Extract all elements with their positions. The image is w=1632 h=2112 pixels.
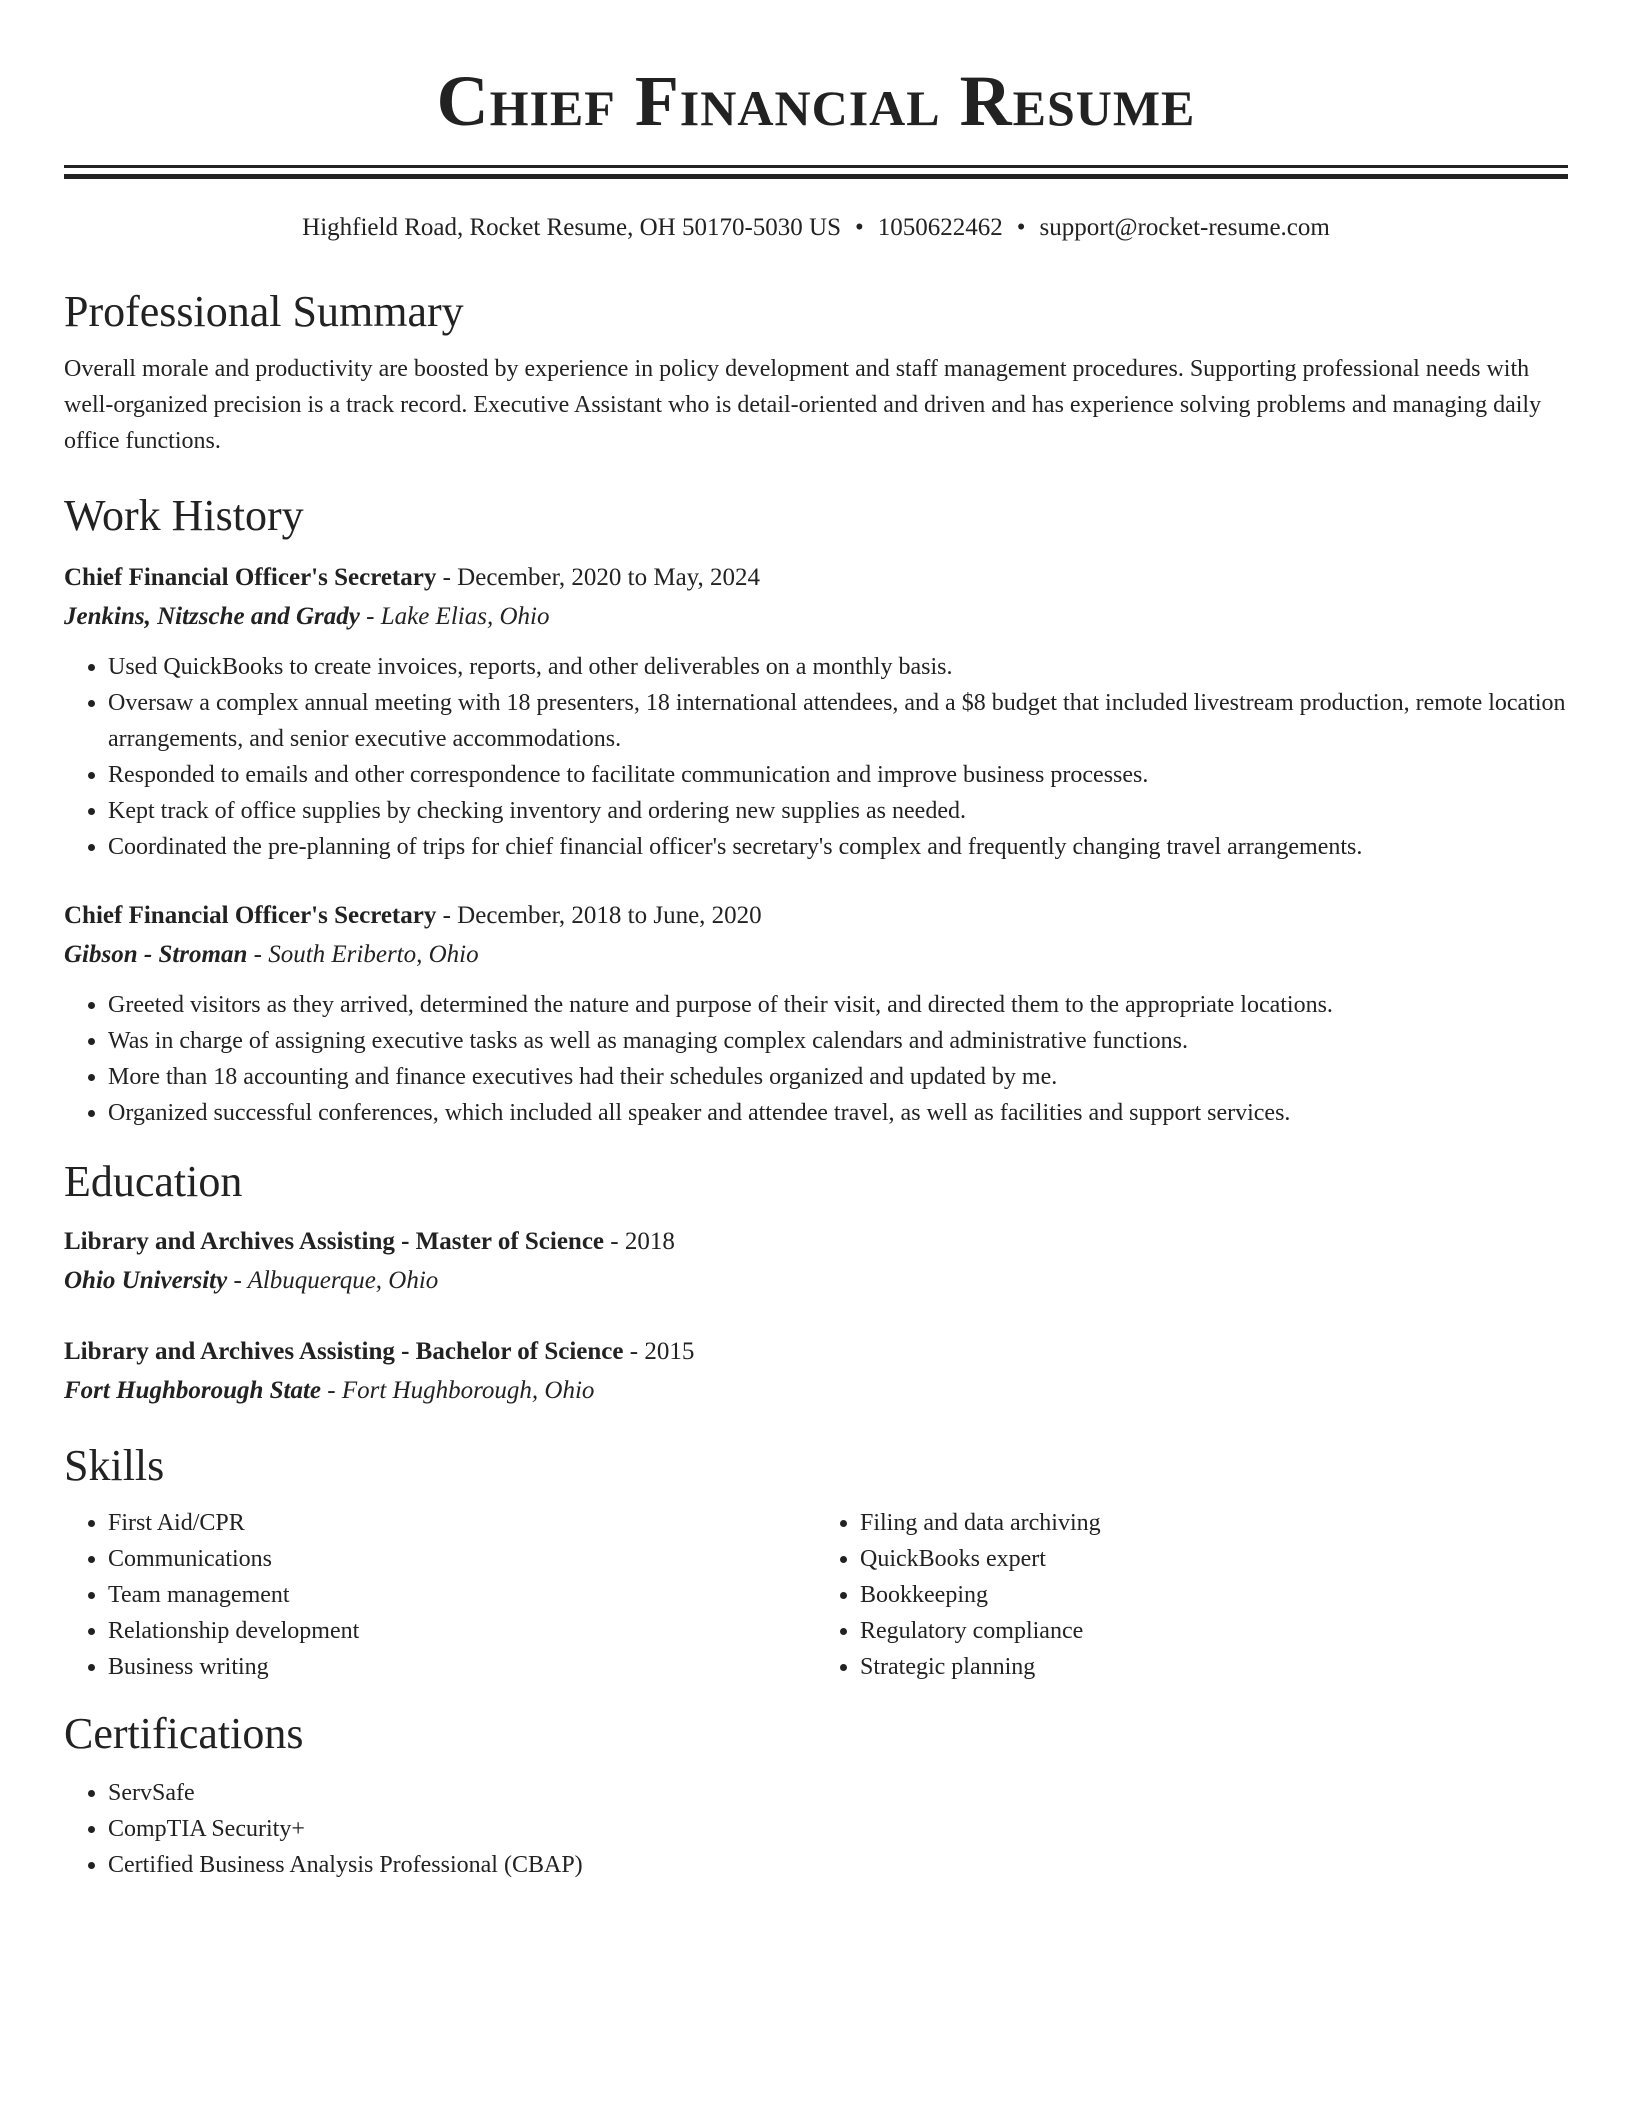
job-duty: • Oversaw a complex annual meeting with 18 presenters, 18 international attendees, and a $8 budget that included livestream production, remote location arrangements, and senior executive accommodations.: [108, 685, 1568, 757]
degree-title: Library and Archives Assisting - Bachelor of Science: [64, 1338, 624, 1365]
certification-item: • Certified Business Analysis Professional (CBAP): [108, 1847, 1568, 1883]
skill-item: • Team management: [108, 1577, 816, 1613]
education-entry: [64, 1223, 1568, 1301]
title-divider-bottom: [64, 174, 1568, 179]
job-duty: • More than 18 accounting and finance executives had their schedules organized and updated by me.: [108, 1059, 1568, 1095]
job-company-line: [64, 935, 1568, 975]
resume-title: Chief Financial Resume: [436, 61, 1196, 141]
skills-list-left: [64, 1505, 816, 1685]
skill-item: • Business writing: [108, 1649, 816, 1685]
job-dates: - December, 2018 to June, 2020: [436, 902, 762, 929]
school-name: Fort Hughborough State: [64, 1377, 322, 1404]
school-location: - Albuquerque, Ohio: [227, 1267, 439, 1294]
certification-item: • CompTIA Security+: [108, 1811, 1568, 1847]
job-duty: • Was in charge of assigning executive tasks as well as managing complex calendars and administrative functions.: [108, 1023, 1568, 1059]
contact-separator: •: [1016, 214, 1026, 241]
certifications-heading: Certifications: [64, 1709, 304, 1758]
job-duty: • Used QuickBooks to create invoices, reports, and other deliverables on a monthly basis.: [108, 649, 1568, 685]
skill-item: • Strategic planning: [860, 1649, 1568, 1685]
job-location: - South Eriberto, Ohio: [247, 941, 479, 968]
school-location: - Fort Hughborough, Ohio: [321, 1377, 595, 1404]
skills-columns: [64, 1505, 1568, 1685]
skill-item: • QuickBooks expert: [860, 1541, 1568, 1577]
job-location: - Lake Elias, Ohio: [359, 603, 550, 630]
degree-year: - 2018: [604, 1228, 675, 1255]
degree-line: [64, 1333, 1568, 1371]
skill-item: • First Aid/CPR: [108, 1505, 816, 1541]
job-company-line: [64, 597, 1568, 637]
school-line: [64, 1261, 1568, 1301]
degree-title: Library and Archives Assisting - Master of Science: [64, 1228, 605, 1255]
skill-item: • Filing and data archiving: [860, 1505, 1568, 1541]
job-duties-list: [64, 987, 1568, 1131]
skill-item: • Relationship development: [108, 1613, 816, 1649]
job-duty: • Responded to emails and other correspondence to facilitate communication and improve business processes.: [108, 757, 1568, 793]
job-duty: • Coordinated the pre-planning of trips for chief financial officer's secretary's complex and frequently changing travel arrangements.: [108, 829, 1568, 865]
certification-item: • ServSafe: [108, 1775, 1568, 1811]
certifications-list: [64, 1775, 1568, 1883]
education-heading: Education: [64, 1157, 243, 1206]
job-duty: • Greeted visitors as they arrived, determined the nature and purpose of their visit, and directed them to the appropriate locations.: [108, 987, 1568, 1023]
title-divider-top: [64, 165, 1568, 168]
contact-email[interactable]: support@rocket-resume.com: [1039, 214, 1330, 241]
job-company: Jenkins, Nitzsche and Grady: [64, 603, 360, 630]
contact-separator: •: [855, 214, 864, 241]
contact-line: [64, 211, 1568, 245]
job-title-line: [64, 559, 1568, 597]
skills-list-right: [816, 1505, 1568, 1685]
degree-year: - 2015: [623, 1338, 695, 1365]
contact-phone: 1050622462: [877, 214, 1003, 241]
degree-line: [64, 1223, 1568, 1261]
skills-heading: Skills: [64, 1441, 165, 1490]
skill-item: • Regulatory compliance: [860, 1613, 1568, 1649]
summary-heading: Professional Summary: [64, 287, 464, 336]
job-entry: [64, 559, 1568, 865]
skill-item: • Communications: [108, 1541, 816, 1577]
contact-address: Highfield Road, Rocket Resume, OH 50170-5030 US: [302, 214, 841, 241]
job-entry: [64, 897, 1568, 1131]
resume-page: [64, 0, 1568, 1883]
job-duties-list: [64, 649, 1568, 865]
skill-item: • Bookkeeping: [860, 1577, 1568, 1613]
school-line: [64, 1371, 1568, 1411]
school-name: Ohio University: [64, 1267, 228, 1294]
education-entry: [64, 1333, 1568, 1411]
work-history-heading: Work History: [64, 491, 304, 540]
job-company: Gibson - Stroman: [64, 941, 248, 968]
summary-text: Overall morale and productivity are boosted by experience in policy development and staff management procedures. Supporting professional needs with well-organized precision is a track record. Executive Assistant who is detail-oriented and driven and has experience solving problems and managing daily office functions.: [64, 356, 1542, 454]
job-title: Chief Financial Officer's Secretary: [64, 902, 437, 929]
job-duty: • Organized successful conferences, which included all speaker and attendee travel, as well as facilities and support services.: [108, 1095, 1568, 1131]
job-dates: - December, 2020 to May, 2024: [436, 564, 761, 591]
job-title-line: [64, 897, 1568, 935]
job-title: Chief Financial Officer's Secretary: [64, 564, 437, 591]
job-duty: • Kept track of office supplies by checking inventory and ordering new supplies as needed.: [108, 793, 1568, 829]
